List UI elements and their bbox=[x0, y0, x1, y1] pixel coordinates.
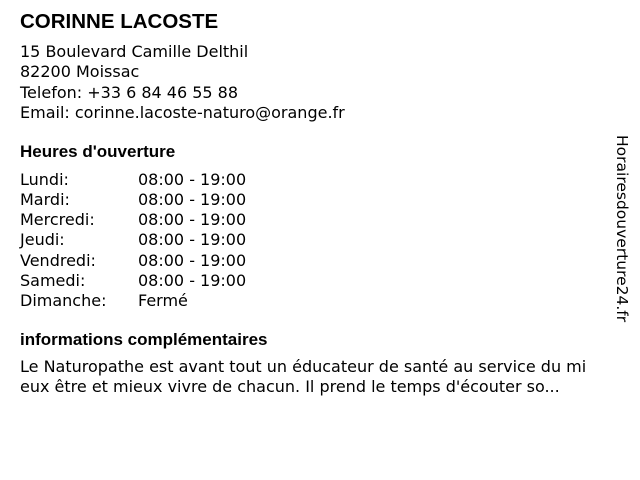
hours-row-monday bbox=[20, 170, 632, 190]
hours-day: Mardi: bbox=[20, 190, 70, 210]
hours-row-tuesday bbox=[20, 190, 632, 210]
description-line: Le Naturopathe est avant tout un éducateur de santé au service du mi bbox=[20, 356, 587, 376]
hours-time: Fermé bbox=[138, 290, 188, 310]
hours-day: Mercredi: bbox=[20, 210, 95, 230]
site-watermark: Horairesdouverture24.fr bbox=[613, 135, 631, 323]
business-card bbox=[20, 8, 632, 398]
hours-time: 08:00 - 19:00 bbox=[138, 270, 247, 290]
hours-time: 08:00 - 19:00 bbox=[138, 250, 247, 270]
address-line-city: 82200 Moissac bbox=[20, 62, 140, 82]
hours-row-wednesday bbox=[20, 210, 632, 230]
hours-day: Samedi: bbox=[20, 270, 86, 290]
hours-row-thursday bbox=[20, 230, 632, 250]
opening-hours-title: Heures d'ouverture bbox=[20, 142, 176, 162]
hours-day: Vendredi: bbox=[20, 250, 96, 270]
hours-day: Dimanche: bbox=[20, 290, 107, 310]
hours-time: 08:00 - 19:00 bbox=[138, 170, 247, 190]
hours-row-saturday bbox=[20, 271, 632, 291]
hours-day: Lundi: bbox=[20, 170, 69, 190]
hours-time: 08:00 - 19:00 bbox=[138, 210, 247, 230]
address-line-street: 15 Boulevard Camille Delthil bbox=[20, 42, 249, 61]
phone-line: Telefon: +33 6 84 46 55 88 bbox=[20, 82, 239, 102]
hours-row-sunday bbox=[20, 291, 632, 311]
hours-day: Jeudi: bbox=[20, 230, 65, 250]
additional-info-title: informations complémentaires bbox=[20, 329, 268, 349]
hours-time: 08:00 - 19:00 bbox=[138, 190, 247, 210]
email-line: Email: corinne.lacoste-naturo@orange.fr bbox=[20, 102, 345, 122]
description-line: eux être et mieux vivre de chacun. Il prend le temps d'écouter so... bbox=[20, 377, 560, 397]
opening-hours-table bbox=[20, 170, 632, 311]
business-name: CORINNE LACOSTE bbox=[20, 10, 219, 33]
hours-time: 08:00 - 19:00 bbox=[138, 230, 247, 250]
hours-row-friday bbox=[20, 251, 632, 271]
